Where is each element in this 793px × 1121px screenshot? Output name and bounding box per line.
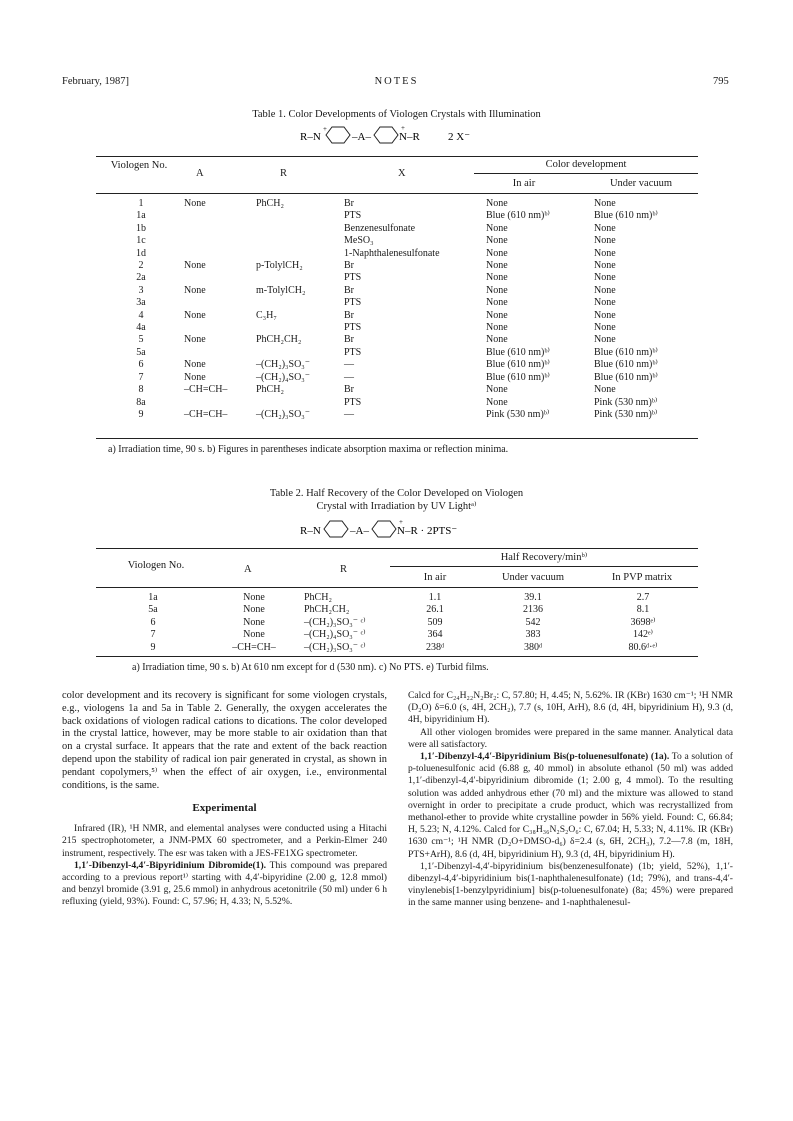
table1-cell-r — [254, 235, 342, 247]
table2-footnote: a) Irradiation time, 90 s. b) At 610 nm except for d (530 nm). c) No PTS. e) Turbid films. — [132, 662, 489, 673]
table1-row — [100, 384, 700, 396]
table1-cell-r — [254, 347, 342, 359]
table1-cell-no: 2a — [136, 272, 146, 284]
table1-cell-r: –(CH₂)₄SO₃⁻ — [256, 371, 311, 383]
table1-cell-x: Benzenesulfonate — [344, 222, 416, 234]
table1-cell-no: 3a — [136, 297, 146, 309]
table2-cell-pvp: 80.6ᵈ·ᵉ⁾ — [628, 641, 658, 653]
table2-header-r: R — [340, 564, 348, 575]
structure-text-r-right: N–R — [399, 131, 420, 143]
table1-cell-no: 3 — [138, 284, 144, 296]
pyridine-ring-right — [374, 127, 398, 143]
table2-row — [100, 642, 700, 654]
left-column — [62, 690, 387, 909]
table1-cell-a — [182, 248, 254, 260]
table1-cell-vac: None — [594, 235, 616, 247]
table1-cell-air: Blue (610 nm)ᵇ⁾ — [486, 359, 550, 371]
table1-rows — [100, 198, 700, 421]
table1-cell-r: PhCH₂ — [256, 384, 284, 396]
structure-text-r-left: R–N — [300, 131, 321, 143]
structure2-text-r-right: N–R · 2PTS⁻ — [397, 525, 458, 537]
table2-rows — [100, 592, 700, 654]
table2-body — [100, 592, 700, 654]
table1-cell-air: None — [486, 272, 508, 284]
right-paragraph-1: Calcd for C₂₄H₂₂N₂Br₂: C, 57.80; H, 4.45; N, 5.62%. IR (KBr) 1630 cm⁻¹; ¹H NMR (D₂O) δ=6.0 (s, 4H, 2CH₂), 7.7 (s, 10H, ArH), 8.6 (d, 4H, bipyridinium H), 9.3 (d, 4H, bipyridinium H). — [408, 690, 733, 726]
table1-cell-a: None — [184, 334, 206, 346]
table2-header-pvp: In PVP matrix — [611, 572, 673, 583]
table1-cell-vac: Pink (530 nm)ᵇ⁾ — [594, 408, 658, 420]
table1-header-viologen: Viologen No. — [110, 160, 168, 171]
table1-title: Table 1. Color Developments of Viologen Crystals with Illumination — [252, 109, 541, 120]
table1-cell-vac: Blue (610 nm)ᵇ⁾ — [594, 346, 658, 358]
table2-header-air: In air — [423, 572, 447, 583]
table2-cell-no: 1a — [148, 592, 158, 603]
table2-header-half: Half Recovery/minᵇ⁾ — [500, 552, 588, 563]
table1-cell-r: PhCH₂ — [256, 198, 284, 209]
table2-header-viologen: Viologen No. — [127, 560, 185, 571]
table1-cell-x: Br — [344, 198, 354, 209]
table2-cell-no: 9 — [150, 641, 156, 653]
table1-row — [100, 260, 700, 272]
table1-cell-x: — — [344, 371, 354, 383]
table1-cell-no: 6 — [138, 359, 144, 371]
table2-cell-pvp: 142ᵉ⁾ — [632, 629, 654, 641]
table2-row — [100, 617, 700, 629]
table2-cell-a: None — [243, 604, 265, 616]
table1-cell-a — [182, 297, 254, 309]
table1-cell-x: Br — [344, 284, 354, 296]
table2-cell-a: None — [243, 629, 265, 641]
table1-cell-r: C₃H₇ — [256, 309, 277, 321]
right-paragraph-3-heading: 1,1′-Dibenzyl-4,4′-Bipyridinium Bis(p-toluenesulfonate) (1a). — [420, 751, 670, 763]
table2-cell-air: 26.1 — [426, 604, 444, 616]
table1-row — [100, 359, 700, 371]
table1-cell-air: None — [486, 322, 508, 334]
table1-header-x: X — [398, 168, 406, 179]
table1-cell-vac: Pink (530 nm)ᵇ⁾ — [594, 396, 658, 408]
table1-header-r: R — [280, 168, 288, 179]
table1-cell-r: p-TolylCH₂ — [256, 260, 303, 272]
table1-color-dev-rule — [474, 173, 698, 174]
table2-header-rule — [96, 587, 698, 588]
viologen-structure-diagram — [260, 122, 540, 148]
table1-row — [100, 210, 700, 222]
table1-cell-a — [182, 210, 254, 222]
table1-cell-vac: Blue (610 nm)ᵇ⁾ — [594, 371, 658, 383]
table2-cell-pvp: 3698ᵉ⁾ — [630, 616, 656, 628]
table1-header-color: Color development — [545, 159, 627, 170]
table2-cell-air: 509 — [427, 616, 443, 628]
table1-cell-air: None — [486, 260, 508, 272]
left-paragraph-2: Infrared (IR), ¹H NMR, and elemental analyses were conducted using a Hitachi 215 spectrophotometer, a JNM-PMX 60 spectrometer, and a Perkin-Elmer 240 instrument, respectively. The esr was taken with a JES-FE1XG spectrometer. — [62, 823, 387, 859]
table1-row — [100, 297, 700, 309]
table1-cell-a: None — [184, 198, 206, 209]
table1-cell-air: Blue (610 nm)ᵇ⁾ — [486, 210, 550, 222]
table1-cell-air: None — [486, 297, 508, 309]
table1-cell-x: PTS — [344, 396, 362, 408]
table1-cell-r — [254, 223, 342, 235]
table1-cell-air: Pink (530 nm)ᵇ⁾ — [486, 408, 550, 420]
table2-structure — [298, 516, 538, 542]
table1-row — [100, 397, 700, 409]
table1-cell-vac: None — [594, 334, 616, 346]
table1-bottom-rule — [96, 438, 698, 439]
table2-top-rule — [96, 548, 698, 549]
table2-cell-r: PhCH₂ — [304, 592, 332, 603]
table1-cell-vac: None — [594, 260, 616, 272]
table1-cell-a: –CH=CH– — [184, 384, 228, 396]
left-paragraph-3: This compound was prepared according to a previous report¹⁾ starting with 4,4′-bipyridine (2.00 g, 12.8 mmol) and benzyl bromide (3.91 g, 25.6 mmol) in anhydrous acetonitrile (50 ml) under 6 h refluxing (yield, 93%). Found: C, 57.96; H, 4.33; N, 5.52%. — [62, 859, 387, 908]
table1-cell-air: Blue (610 nm)ᵇ⁾ — [486, 371, 550, 383]
table1-top-rule — [96, 156, 698, 157]
table1-row — [100, 409, 700, 421]
table2-cell-vac: 39.1 — [524, 592, 542, 603]
table2-cell-no: 5a — [148, 604, 158, 616]
table2-cell-r: –(CH₂)₃SO₃⁻ ᶜ⁾ — [304, 641, 366, 653]
table1-cell-a: –CH=CH– — [184, 408, 228, 420]
table1-row — [100, 372, 700, 384]
left-paragraph-3-heading: 1,1′-Dibenzyl-4,4′-Bipyridinium Dibromide(1). — [74, 859, 267, 871]
table1-cell-vac: Blue (610 nm)ᵇ⁾ — [594, 210, 658, 222]
table1-cell-no: 1c — [136, 235, 146, 247]
table1-row — [100, 198, 700, 210]
table1-cell-air: None — [486, 284, 508, 296]
table1-header-vacuum: Under vacuum — [609, 178, 673, 189]
table1-row — [100, 223, 700, 235]
table1-cell-no: 9 — [138, 408, 144, 420]
table1-cell-r: m-TolylCH₂ — [256, 284, 306, 296]
table1-cell-a — [182, 272, 254, 284]
table1-row — [100, 285, 700, 297]
table1-cell-vac: None — [594, 272, 616, 284]
table2-cell-vac: 2136 — [523, 604, 543, 616]
table1-cell-x: Br — [344, 384, 354, 396]
table2-cell-air: 364 — [427, 629, 443, 641]
table1-row — [100, 322, 700, 334]
table1-cell-a — [182, 235, 254, 247]
table2-cell-vac: 383 — [525, 629, 541, 641]
table1-cell-air: None — [486, 222, 508, 234]
right-paragraph-2: All other viologen bromides were prepared in the same manner. Analytical data were all satisfactory. — [408, 726, 733, 750]
table1-cell-r — [254, 210, 342, 222]
table1-cell-vac: None — [594, 384, 616, 396]
table2-cell-pvp: 8.1 — [636, 604, 650, 616]
table1-cell-a: None — [184, 260, 206, 272]
table1-body — [100, 198, 700, 421]
table1-cell-r: –(CH₂)₃SO₃⁻ — [256, 408, 311, 420]
running-header-left: February, 1987] — [62, 76, 129, 87]
table1-cell-a: None — [184, 359, 206, 371]
table2-cell-a: None — [243, 616, 265, 628]
right-paragraph-3: To a solution of p-toluenesulfonic acid (6.88 g, 40 mmol) in absolute ethanol (50 ml) was added 1,1′-dibenzyl-4,4′-bipyridinium dibromide (1; 2.00 g, 4 mmol). To the resulting solution was added anhydrous ether (70 ml) and the mixture was allowed to stand overnight in order to precipitate a crude product, which was recrystallized from methanol-ether to provide white crystalline powder in 56% yield. Found: C, 66.84; H, 5.23; N, 4.12%. Calcd for C₃₈H₃₆N₂S₂O₆: C, 67.04; H, 5.33; N, 4.11%. IR (KBr) 1630 cm⁻¹; ¹H NMR (D₂O+DMSO-d₆) δ=2.4 (s, 6H, 2CH₃), 7.2—7.8 (m, 18H, PTS+ArH), 8.6 (d, 4H, bipyridinium H), 9.3 (d, 4H, bipyridinium H). — [408, 751, 733, 860]
table1-cell-a — [182, 397, 254, 409]
table2-half-rule — [390, 566, 698, 567]
pyridine-ring-left — [326, 127, 350, 143]
structure-plus-right: + — [401, 124, 405, 132]
table1-cell-vac: Blue (610 nm)ᵇ⁾ — [594, 359, 658, 371]
table1-row — [100, 272, 700, 284]
table1-cell-r — [254, 322, 342, 334]
table1-cell-vac: None — [594, 198, 616, 209]
table2-cell-vac: 542 — [525, 616, 541, 628]
table1-cell-no: 8 — [138, 384, 144, 396]
table1-structure — [260, 122, 540, 148]
table1-cell-no: 1b — [136, 222, 146, 234]
table1-row — [100, 310, 700, 322]
table2-row — [100, 604, 700, 616]
pyridine2-ring-right — [372, 521, 396, 537]
table1-cell-no: 2 — [138, 260, 144, 272]
table1-cell-x: — — [344, 408, 354, 420]
table1-cell-r: PhCH₂CH₂ — [256, 334, 302, 346]
table1-cell-x: PTS — [344, 346, 362, 358]
table1-cell-air: None — [486, 198, 508, 209]
table1-cell-x: Br — [344, 309, 354, 321]
table1-cell-vac: None — [594, 284, 616, 296]
table1-cell-x: PTS — [344, 297, 362, 309]
structure2-plus-right: + — [399, 518, 403, 526]
right-paragraph-4: 1,1′-Dibenzyl-4,4′-bipyridinium bis(benzenesulfonate) (1b; yield, 52%), 1,1′-dibenzyl-4,4′-bipyridinium bis(1-naphthalenesulfonate) (1d; 79%), and trans-4,4′-vinylenebis[1-benzylpyridinium] bis(p-toluenesulfonate) (8a; 45%) were prepared in the same manner using benzene- and 1-naphthalenesul- — [408, 860, 733, 909]
table2-cell-r: –(CH₂)₃SO₃⁻ ᶜ⁾ — [304, 616, 366, 628]
table1-row — [100, 248, 700, 260]
structure2-text-a: –A– — [350, 525, 369, 537]
table1-footnote: a) Irradiation time, 90 s. b) Figures in parentheses indicate absorption maxima or reflection minima. — [108, 444, 509, 455]
table1-cell-a: None — [184, 309, 206, 321]
table1-cell-x: Br — [344, 260, 354, 272]
structure-text-counterion: 2 X⁻ — [448, 131, 470, 143]
table2-cell-air: 238ᵈ — [425, 641, 445, 653]
table2-row — [100, 629, 700, 641]
table1-header-rule — [96, 193, 698, 194]
table1-cell-r — [254, 297, 342, 309]
table1-row — [100, 347, 700, 359]
structure2-text-r-left: R–N — [300, 525, 321, 537]
table2-cell-pvp: 2.7 — [636, 592, 650, 603]
structure-text-a: –A– — [352, 131, 371, 143]
table1-cell-no: 1 — [138, 198, 144, 209]
table1-header-a: A — [196, 168, 204, 179]
table1-row — [100, 235, 700, 247]
table2-cell-no: 6 — [150, 616, 156, 628]
table1-row — [100, 334, 700, 346]
table2-title-line1: Table 2. Half Recovery of the Color Developed on Viologen — [269, 488, 524, 499]
table2-cell-a: None — [243, 592, 265, 603]
table1-cell-r: –(CH₂)₃SO₃⁻ — [256, 359, 311, 371]
table2-cell-r: PhCH₂CH₂ — [304, 604, 350, 616]
table1-cell-no: 1d — [136, 247, 146, 259]
table2-cell-r: –(CH₂)₄SO₃⁻ ᶜ⁾ — [304, 629, 366, 641]
table1-cell-x: Br — [344, 334, 354, 346]
table1-cell-no: 7 — [138, 371, 144, 383]
left-paragraph-1: color development and its recovery is significant for some viologen crystals, e.g., viologens 1a and 5a in Table 2. Generally, the oxygen accelerates the back oxidations of viologen radical cations to dications. The color developed in the crystal lattice, however, may be more stable to air oxidation than that on a crystal surface. It appears that the rate and extent of the back reaction depend upon the stability of radical ion pair generated in crystal, as shown in pendant copolymers,⁵⁾ when the effect of air oxygen, i.e., environmental conditions, is the same. — [62, 690, 387, 791]
table1-cell-vac: None — [594, 309, 616, 321]
table1-cell-r — [254, 248, 342, 260]
table1-cell-vac: None — [594, 322, 616, 334]
running-header-center: NOTES — [374, 76, 419, 87]
table1-cell-air: Blue (610 nm)ᵇ⁾ — [486, 346, 550, 358]
table1-cell-a — [182, 223, 254, 235]
table1-cell-x: — — [344, 359, 354, 371]
table1-cell-vac: None — [594, 222, 616, 234]
table1-cell-a — [182, 322, 254, 334]
table1-cell-vac: None — [594, 247, 616, 259]
table2-cell-no: 7 — [150, 629, 156, 641]
table2-title-line2: Crystal with Irradiation by UV Lightᵃ⁾ — [316, 501, 477, 512]
table1-cell-vac: None — [594, 297, 616, 309]
table1-cell-a: None — [184, 284, 206, 296]
table2-header-vacuum: Under vacuum — [501, 572, 565, 583]
table1-header-air: In air — [512, 178, 536, 189]
table1-cell-air: None — [486, 309, 508, 321]
right-column — [408, 690, 733, 910]
table1-cell-no: 1a — [136, 210, 146, 222]
table1-cell-r — [254, 272, 342, 284]
table1-cell-a: None — [184, 371, 206, 383]
table1-cell-x: PTS — [344, 322, 362, 334]
table2-cell-air: 1.1 — [428, 592, 442, 603]
table1-cell-x: PTS — [344, 272, 362, 284]
table1-cell-no: 4 — [138, 309, 144, 321]
table1-cell-no: 4a — [136, 322, 146, 334]
table1-cell-air: None — [486, 334, 508, 346]
page-number: 795 — [713, 76, 729, 87]
table2-bottom-rule — [96, 656, 698, 657]
table2-row — [100, 592, 700, 604]
table1-cell-r — [254, 397, 342, 409]
table2-cell-a: –CH=CH– — [232, 641, 276, 653]
viologen-structure-diagram-2 — [298, 516, 538, 542]
table1-cell-no: 8a — [136, 396, 146, 408]
table1-cell-air: None — [486, 396, 508, 408]
pyridine2-ring-left — [324, 521, 348, 537]
table1-cell-no: 5a — [136, 346, 146, 358]
table1-cell-air: None — [486, 235, 508, 247]
structure-plus-left: + — [323, 125, 327, 133]
table1-cell-air: None — [486, 384, 508, 396]
table1-cell-a — [182, 347, 254, 359]
table1-cell-x: PTS — [344, 210, 362, 222]
table2-cell-vac: 380ᵈ — [523, 641, 543, 653]
table1-cell-x: MeSO₃ — [344, 235, 374, 247]
table1-cell-air: None — [486, 247, 508, 259]
table1-cell-x: 1-Naphthalenesulfonate — [344, 247, 440, 259]
section-heading-experimental: Experimental — [192, 802, 257, 815]
table1-cell-no: 5 — [138, 334, 144, 346]
table2-header-a: A — [244, 564, 252, 575]
